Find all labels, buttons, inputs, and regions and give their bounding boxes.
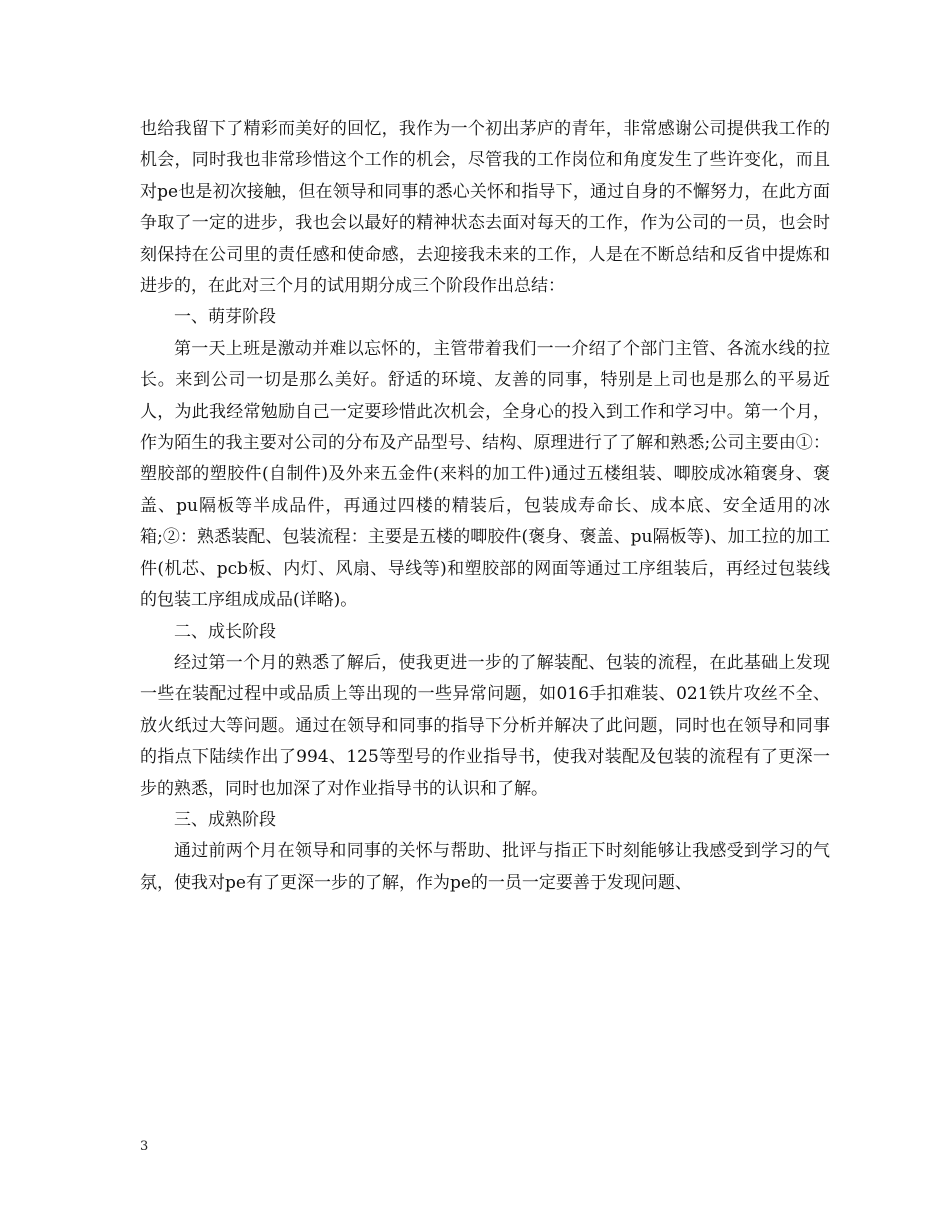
intro-paragraph: 也给我留下了精彩而美好的回忆，我作为一个初出茅庐的青年，非常感谢公司提供我工作的机会，同时我也非常珍惜这个工作的机会，尽管我的工作岗位和角度发生了些许变化，而且对pe也是初次接触，但在领导和同事的悉心关怀和指导下，通过自身的不懈努力，在此方面争取了一定的进步，我也会以最好的精神状态去面对每天的工作，作为公司的一员，也会时刻保持在公司里的责任感和使命感，去迎接我未来的工作，人是在不断总结和反省中提炼和进步的，在此对三个月的试用期分成三个阶段作出总结： — [140, 119, 830, 297]
document-body — [140, 114, 830, 899]
section-heading-sprout: 一、萌芽阶段 — [174, 307, 276, 328]
mature-paragraph: 通过前两个月在领导和同事的关怀与帮助、批评与指正下时刻能够让我感受到学习的气氛，使我对pe有了更深一步的了解，作为pe的一员一定要善于发现问题、 — [140, 841, 830, 893]
sprout-paragraph: 第一天上班是激动并难以忘怀的，主管带着我们一一介绍了个部门主管、各流水线的拉长。来到公司一切是那么美好。舒适的环境、友善的同事，特别是上司也是那么的平易近人，为此我经常勉励自己一定要珍惜此次机会，全身心的投入到工作和学习中。第一个月，作为陌生的我主要对公司的分布及产品型号、结构、原理进行了了解和熟悉;公司主要由①：塑胶部的塑胶件(自制件)及外来五金件(来料的加工件)通过五楼组装、唧胶成冰箱褒身、褒盖、pu隔板等半成品件，再通过四楼的精装后，包装成寿命长、成本底、安全适用的冰箱;②：熟悉装配、包装流程：主要是五楼的唧胶件(褒身、褒盖、pu隔板等)、加工拉的加工件(机芯、pcb板、内灯、风扇、导线等)和塑胶部的网面等通过工序组装后，再经过包装线的包装工序组成成品(详略)。 — [140, 338, 830, 611]
section-heading-growth: 二、成长阶段 — [174, 621, 276, 642]
page-number: 3 — [140, 1139, 149, 1154]
growth-paragraph: 经过第一个月的熟悉了解后，使我更进一步的了解装配、包装的流程，在此基础上发现一些在装配过程中或品质上等出现的一些异常问题，如016手扣难装、021铁片攻丝不全、放火纸过大等问题。通过在领导和同事的指导下分析并解决了此问题，同时也在领导和同事的指点下陆续作出了994、125等型号的作业指导书，使我对装配及包装的流程有了更深一步的熟悉，同时也加深了对作业指导书的认识和了解。 — [140, 652, 830, 799]
section-heading-mature: 三、成熟阶段 — [174, 809, 276, 830]
